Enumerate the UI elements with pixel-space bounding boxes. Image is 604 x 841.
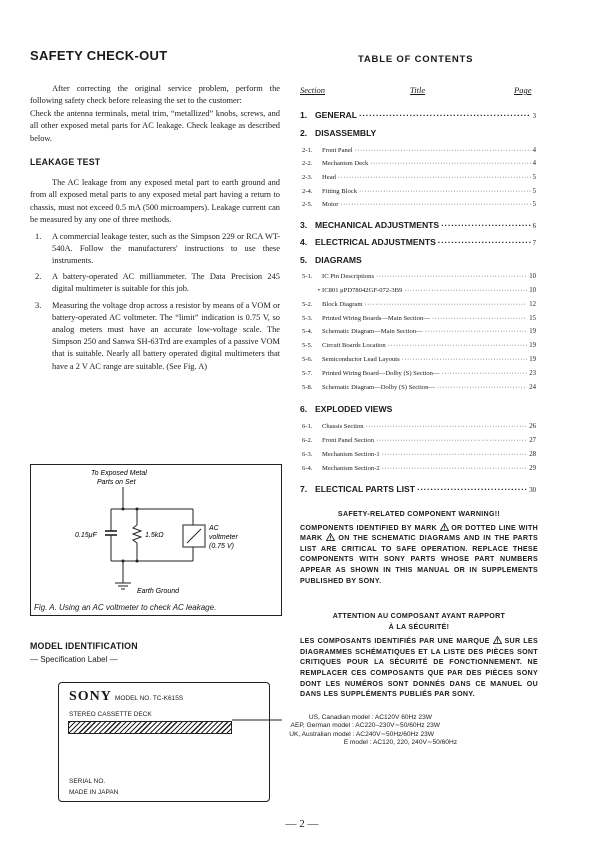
toc-row: 5-2. Block Diagram ····· 12 (300, 301, 536, 308)
spec-line: US, Canadian model : AC120V 60Hz 23W (308, 714, 432, 721)
toc-row: 7. ELECTICAL PARTS LIST ····· 30 (300, 484, 536, 494)
model-number: MODEL NO. TC-K615S (114, 695, 184, 702)
fig-ground-label: Earth Ground (137, 588, 180, 595)
toc-row: 5-8. Schematic Diagram—Dolby (S) Section— ····· 24 (300, 384, 536, 391)
toc-row: • IC801 μPD78042GF-072-3B9 ····· 10 (300, 287, 536, 294)
product-name: STEREO CASSETTE DECK (69, 711, 152, 718)
toc-row: 2-3. Head ····· 5 (300, 174, 536, 181)
spec-line: E model : AC120, 220, 240V∼50/60Hz (343, 739, 457, 747)
toc-row: 2-1. Front Panel ····· 4 (300, 147, 536, 154)
fig-capacitor-label: 0.15μF (75, 532, 97, 539)
warning-fr-title-2: À LA SÉCURITÉ! (388, 622, 450, 631)
spec-label-subtitle: — Specification Label — (30, 655, 118, 664)
warning-fr-text: LES COMPOSANTS IDENTIFIÉS PAR UNE MARQUE SUR LES DIAGRAMMES SCHÉMATIQUES ET LA LISTE DES PIÈCES SONT CRITIQUES POUR LA SÉCURITÉ DE FONCTIONNEMENT. NE REMPLACER CES COMPOSANTS QUE PAR DES PIÈCES SONY DONT LES NUMÉROS SONT DONNÉS DANS CE MANUEL OU DANS LES SUPPLÉMENTS PUBLIÉS PAR SONY. (300, 637, 538, 699)
safety-warning-english (300, 509, 538, 586)
sony-logo: SONY (69, 689, 112, 704)
safety-column (30, 48, 280, 373)
specification-label (58, 682, 270, 802)
model-id-title: MODEL IDENTIFICATION (30, 641, 138, 651)
fig-meter-label-1: AC (209, 525, 219, 532)
toc-col-title: Title (410, 85, 426, 95)
toc-row: 4. ELECTRICAL ADJUSTMENTS ····· 7 (300, 237, 536, 247)
toc-col-page: Page (514, 85, 532, 95)
toc-title: TABLE OF CONTENTS (358, 54, 474, 65)
toc-row: 6-4. Mechanism Section-2 ····· 29 (300, 465, 536, 472)
toc-row: 5-1. IC Pin Descriptions ····· 10 (300, 273, 536, 280)
toc-row: 6-2. Front Panel Section ····· 27 (300, 437, 536, 444)
leakage-paragraph: The AC leakage from any exposed metal part to earth ground and from all exposed metal parts to any exposed metal part having a return to chassis, must not exceed 0.5 mA (500 microampers). Leakage current can be measured by any one of three methods. (30, 178, 280, 225)
toc-row: 5-5. Circuit Boards Location ····· 19 (300, 342, 536, 349)
toc-row: 6-1. Chassis Section ····· 26 (300, 423, 536, 430)
made-in: MADE IN JAPAN (69, 789, 119, 796)
fig-top-label-2: Parts on Set (97, 479, 136, 486)
toc-row: 5-3. Printed Wiring Boards—Main Section— ····· 15 (300, 315, 536, 322)
leakage-circuit-diagram (31, 465, 281, 615)
caution-mark-icon (493, 636, 502, 644)
rating-stripe (68, 721, 232, 734)
toc-row: 5. DIAGRAMS (300, 255, 362, 265)
power-specs (282, 714, 482, 748)
figure-a (30, 464, 282, 616)
toc-row: 6-3. Mechanism Section-1 ····· 28 (300, 451, 536, 458)
leakage-title: LEAKAGE TEST (30, 157, 101, 168)
toc-row: 2-4. Fitting Block ····· 5 (300, 188, 536, 195)
caution-mark-icon (440, 523, 449, 531)
page-number: — 2 — (285, 818, 319, 830)
toc-row: 2-5. Motor ····· 5 (300, 201, 536, 208)
list-item: 1. A commercial leakage tester, such as the Simpson 229 or RCA WT-540A. Follow the manufacturers' instructions to use these instruments. (35, 231, 280, 266)
list-item: 3. Measuring the voltage drop across a resistor by means of a VOM or battery-operated AC voltmeter. The “limit” indication is 0.75 V, so analog meters must have an accurate low-voltage scale. The Simpson 250 and Sanwa SH-63Trd are examples of a passive VOM that is suitable. Nearly all battery operated digital multimeters that have a 2 V AC range are suitable. (See Fig. A) (35, 300, 280, 371)
fig-meter-label-3: (0.75 V) (209, 543, 234, 550)
safety-title: SAFETY CHECK-OUT (30, 48, 168, 63)
toc-row: 5-6. Semiconductor Lead Layouts ····· 19 (300, 356, 536, 363)
toc-row: 2-2. Mechanism Deck ····· 4 (300, 160, 536, 167)
figure-caption: Fig. A. Using an AC voltmeter to check AC leakage. (34, 603, 217, 612)
toc-row: 1. GENERAL ····· 3 (300, 110, 536, 120)
warning-title: SAFETY-RELATED COMPONENT WARNING!! (337, 510, 501, 518)
warning-text: COMPONENTS IDENTIFIED BY MARK OR DOTTED LINE WITH MARK ON THE SCHEMATIC DIAGRAMS AND IN THE PARTS LIST ARE CRITICAL TO SAFE OPERATION. REPLACE THESE COMPONENTS WITH SONY PARTS WHOSE PART NUMBERS APPEAR AS SHOWN IN THIS MANUAL OR IN SUPPLEMENTS PUBLISHED BY SONY. (300, 523, 538, 585)
toc-col-section: Section (300, 85, 326, 95)
toc-row: 5-4. Schematic Diagram—Main Section— ····· 19 (300, 328, 536, 335)
fig-resistor-label: 1.5kΩ (145, 532, 164, 539)
spec-line: UK, Australian model : AC240V∼50Hz/60Hz 23W (289, 730, 434, 738)
safety-intro: After correcting the original service problem, perform the following safety check before releasing the set to the customer: (30, 84, 280, 106)
spec-line: AEP, German model : AC220–230V∼50/60Hz 23W (290, 722, 440, 730)
serial-no: SERIAL NO. (69, 778, 106, 785)
fig-top-label-1: To Exposed Metal (91, 470, 147, 477)
toc-row: 6. EXPLODED VIEWS (300, 404, 393, 414)
toc-row: 3. MECHANICAL ADJUSTMENTS ····· 6 (300, 220, 536, 230)
leakage-methods (30, 231, 280, 373)
fig-meter-label-2: voltmeter (209, 534, 238, 541)
safety-check: Check the antenna terminals, metal trim, “metallized” knobs, screws, and all other exposed metal parts for AC leakage. Check leakage as described below. (30, 108, 280, 143)
safety-warning-french (300, 611, 538, 700)
list-item: 2. A battery-operated AC milliammeter. The Data Precision 245 digital multimeter is suitable for this job. (35, 272, 280, 294)
caution-mark-icon (326, 533, 335, 541)
toc-row: 5-7. Printed Wiring Board—Dolby (S) Section— ····· 23 (300, 370, 536, 377)
warning-fr-title-1: ATTENTION AU COMPOSANT AYANT RAPPORT (332, 612, 506, 620)
toc-row: 2. DISASSEMBLY (300, 128, 377, 138)
